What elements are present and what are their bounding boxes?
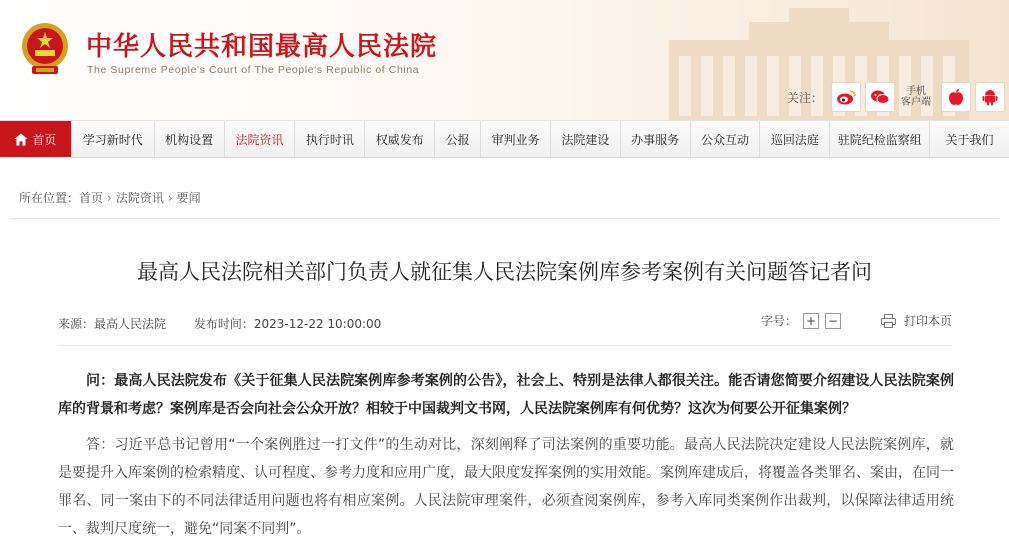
nav-item-gazette[interactable]: 公报 [435,121,481,157]
breadcrumb-divider [10,218,999,219]
article-title: 最高人民法院相关部门负责人就征集人民法院案例库参考案例有关问题答记者问 [137,260,872,284]
article-publish-time: 发布时间：2023-12-22 10:00:00 [193,317,382,331]
article-meta [58,315,405,332]
site-title[interactable]: 中华人民共和国最高人民法院 [86,32,438,62]
nav-item-services[interactable]: 办事服务 [621,121,691,157]
nav-item-court-construction[interactable]: 法院建设 [551,121,621,157]
article-answer: 答：习近平总书记曾用“一个案例胜过一打文件”的生动对比，深刻阐释了司法案例的重要功能。最高人民法院决定建设人民法院案例库，就是要提升入库案例的检索精度、认可程度、参考力度和应用广度，最大限度发挥案例的实用效能。案例库建成后，将覆盖各类罪名、案由，在同一罪名、同一案由下的不同法律适用问题也将有相应案例。人民法院审理案件，必须查阅案例库，参考入库同类案例作出裁判，以保障法律适用统一、裁判尺度统一，避免“同案不同判”。 [58,437,954,537]
mobile-label-line1: 手机 [906,86,926,97]
site-header [0,0,1009,120]
breadcrumb-court-news[interactable]: 法院资讯 [115,191,164,205]
printer-icon [881,314,896,328]
follow-bar [787,80,1005,114]
mobile-client-link[interactable] [901,86,931,108]
font-increase-button[interactable]: + [803,313,819,329]
font-decrease-button[interactable]: − [825,313,841,329]
nav-item-public-interaction[interactable]: 公众互动 [691,121,761,157]
nav-item-home[interactable] [0,121,72,157]
mobile-label-line2: 客户端 [901,97,931,108]
android-icon[interactable] [975,82,1005,112]
main-nav [0,120,1009,158]
meta-divider [58,345,952,346]
site-subtitle: The Supreme People's Court of The People's Republic of China [87,64,420,76]
nav-item-trial-business[interactable]: 审判业务 [481,121,551,157]
article-tools [761,312,952,329]
font-size-label: 字号： [760,314,797,328]
national-emblem-icon[interactable] [20,20,70,78]
nav-item-study[interactable]: 学习新时代 [72,121,155,157]
breadcrumb-headlines[interactable]: 要闻 [176,191,201,205]
breadcrumb-separator: › [167,191,173,205]
breadcrumb-prefix: 所在位置： [19,191,80,205]
nav-item-circuit-court[interactable]: 巡回法庭 [760,121,830,157]
follow-label: 关注： [786,90,823,105]
nav-item-discipline-inspection[interactable]: 驻院纪检监察组 [830,121,930,157]
article-question: 问：最高人民法院发布《关于征集人民法院案例库参考案例的公告》，社会上、特别是法律人都很关注。能否请您简要介绍建设人民法院案例库的背景和考虑？案例库是否会向社会公众开放？相较于中国裁判文书网，人民法院案例库有何优势？这次为何要公开征集案例？ [58,373,954,417]
nav-item-execution-news[interactable]: 执行时讯 [295,121,365,157]
nav-item-about-us[interactable]: 关于我们 [945,132,994,147]
print-label: 打印本页 [903,314,952,328]
wechat-icon[interactable] [865,82,895,112]
nav-item-court-news[interactable]: 法院资讯 [225,121,296,157]
weibo-icon[interactable] [831,82,861,112]
nav-home-label: 首页 [32,132,57,147]
breadcrumb [19,189,201,206]
apple-icon[interactable] [941,82,971,112]
breadcrumb-separator: › [107,191,112,205]
breadcrumb-home[interactable]: 首页 [79,191,104,205]
print-button[interactable] [881,312,952,329]
nav-item-authoritative-release[interactable]: 权威发布 [365,121,435,157]
home-icon [14,133,28,146]
nav-item-organization[interactable]: 机构设置 [155,121,225,157]
article-source: 来源：最高人民法院 [58,317,167,331]
